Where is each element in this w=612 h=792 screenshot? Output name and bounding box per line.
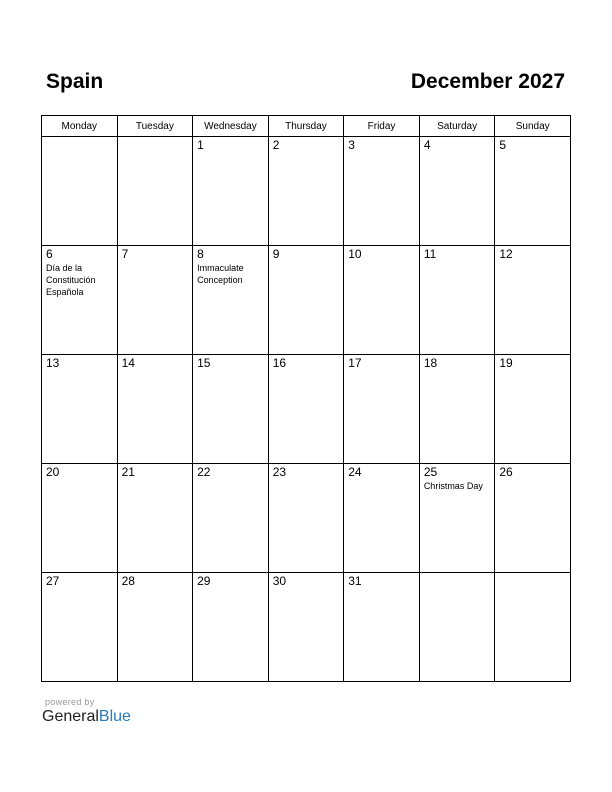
week-row xyxy=(42,464,571,573)
day-number: 7 xyxy=(121,247,129,261)
day-number: 18 xyxy=(423,356,438,370)
weekday-header: Sunday xyxy=(495,116,571,137)
day-number: 5 xyxy=(499,138,507,152)
day-number: 29 xyxy=(197,574,211,588)
day-number: 10 xyxy=(348,247,362,261)
day-number: 17 xyxy=(348,356,362,370)
day-cell xyxy=(268,464,344,573)
day-cell xyxy=(193,464,269,573)
day-cell xyxy=(419,464,495,573)
day-number: 20 xyxy=(46,465,60,479)
day-number: 27 xyxy=(46,574,60,588)
day-cell xyxy=(117,464,193,573)
powered-by-label: powered by xyxy=(45,697,95,707)
day-number: 14 xyxy=(121,356,135,370)
day-number: 22 xyxy=(197,465,211,479)
day-cell xyxy=(344,137,420,246)
day-cell xyxy=(495,464,571,573)
day-cell xyxy=(419,246,495,355)
generalblue-logo xyxy=(42,708,131,726)
day-cell xyxy=(344,355,420,464)
day-cell xyxy=(193,137,269,246)
day-number: 26 xyxy=(499,465,513,479)
day-number: 25 xyxy=(423,465,438,479)
day-cell xyxy=(117,246,193,355)
day-number: 21 xyxy=(121,465,135,479)
day-number: 13 xyxy=(46,356,60,370)
holiday-label: Immaculate Conception xyxy=(197,263,244,285)
day-cell xyxy=(268,246,344,355)
day-cell xyxy=(495,573,571,682)
day-cell xyxy=(268,355,344,464)
day-number: 12 xyxy=(499,247,513,261)
day-cell xyxy=(344,573,420,682)
day-number: 4 xyxy=(423,138,431,152)
day-cell xyxy=(117,355,193,464)
day-cell xyxy=(419,355,495,464)
day-number: 2 xyxy=(272,138,280,152)
day-cell xyxy=(495,355,571,464)
day-cell xyxy=(42,355,118,464)
day-cell xyxy=(193,246,269,355)
day-cell xyxy=(495,137,571,246)
day-number: 6 xyxy=(46,247,53,261)
brand-text-blue: Blue xyxy=(98,708,131,725)
week-row xyxy=(42,246,571,355)
day-number: 3 xyxy=(348,138,355,152)
country-title: Spain xyxy=(46,70,104,93)
weekday-header: Monday xyxy=(42,116,118,137)
calendar-grid xyxy=(41,115,571,682)
day-cell xyxy=(344,246,420,355)
day-number: 8 xyxy=(197,247,204,261)
day-cell xyxy=(117,137,193,246)
day-cell xyxy=(42,137,118,246)
day-number: 16 xyxy=(272,356,287,370)
holiday-label: Día de la Constitución Española xyxy=(46,263,96,297)
weekday-header: Wednesday xyxy=(193,116,269,137)
day-cell xyxy=(193,355,269,464)
day-cell xyxy=(42,573,118,682)
day-cell xyxy=(495,246,571,355)
day-number: 31 xyxy=(348,574,362,588)
day-number: 30 xyxy=(272,574,287,588)
day-cell xyxy=(419,573,495,682)
day-number: 11 xyxy=(423,247,437,261)
day-number: 15 xyxy=(197,356,211,370)
day-cell xyxy=(42,464,118,573)
day-number: 28 xyxy=(121,574,135,588)
day-number: 24 xyxy=(348,465,362,479)
day-cell xyxy=(419,137,495,246)
day-number: 1 xyxy=(197,138,204,152)
day-cell xyxy=(344,464,420,573)
day-cell xyxy=(193,573,269,682)
brand-text-general: General xyxy=(42,708,99,725)
day-cell xyxy=(268,137,344,246)
weekday-header: Tuesday xyxy=(117,116,193,137)
week-row xyxy=(42,137,571,246)
week-row xyxy=(42,573,571,682)
day-cell xyxy=(268,573,344,682)
month-year-title: December 2027 xyxy=(410,70,565,93)
weekday-header-row xyxy=(42,116,571,137)
week-row xyxy=(42,355,571,464)
day-cell xyxy=(42,246,118,355)
day-number: 19 xyxy=(499,356,513,370)
day-number: 9 xyxy=(272,247,280,261)
day-number: 23 xyxy=(272,465,287,479)
weekday-header: Thursday xyxy=(268,116,344,137)
holiday-label: Christmas Day xyxy=(423,481,483,491)
weekday-header: Saturday xyxy=(419,116,495,137)
weekday-header: Friday xyxy=(344,116,420,137)
day-cell xyxy=(117,573,193,682)
